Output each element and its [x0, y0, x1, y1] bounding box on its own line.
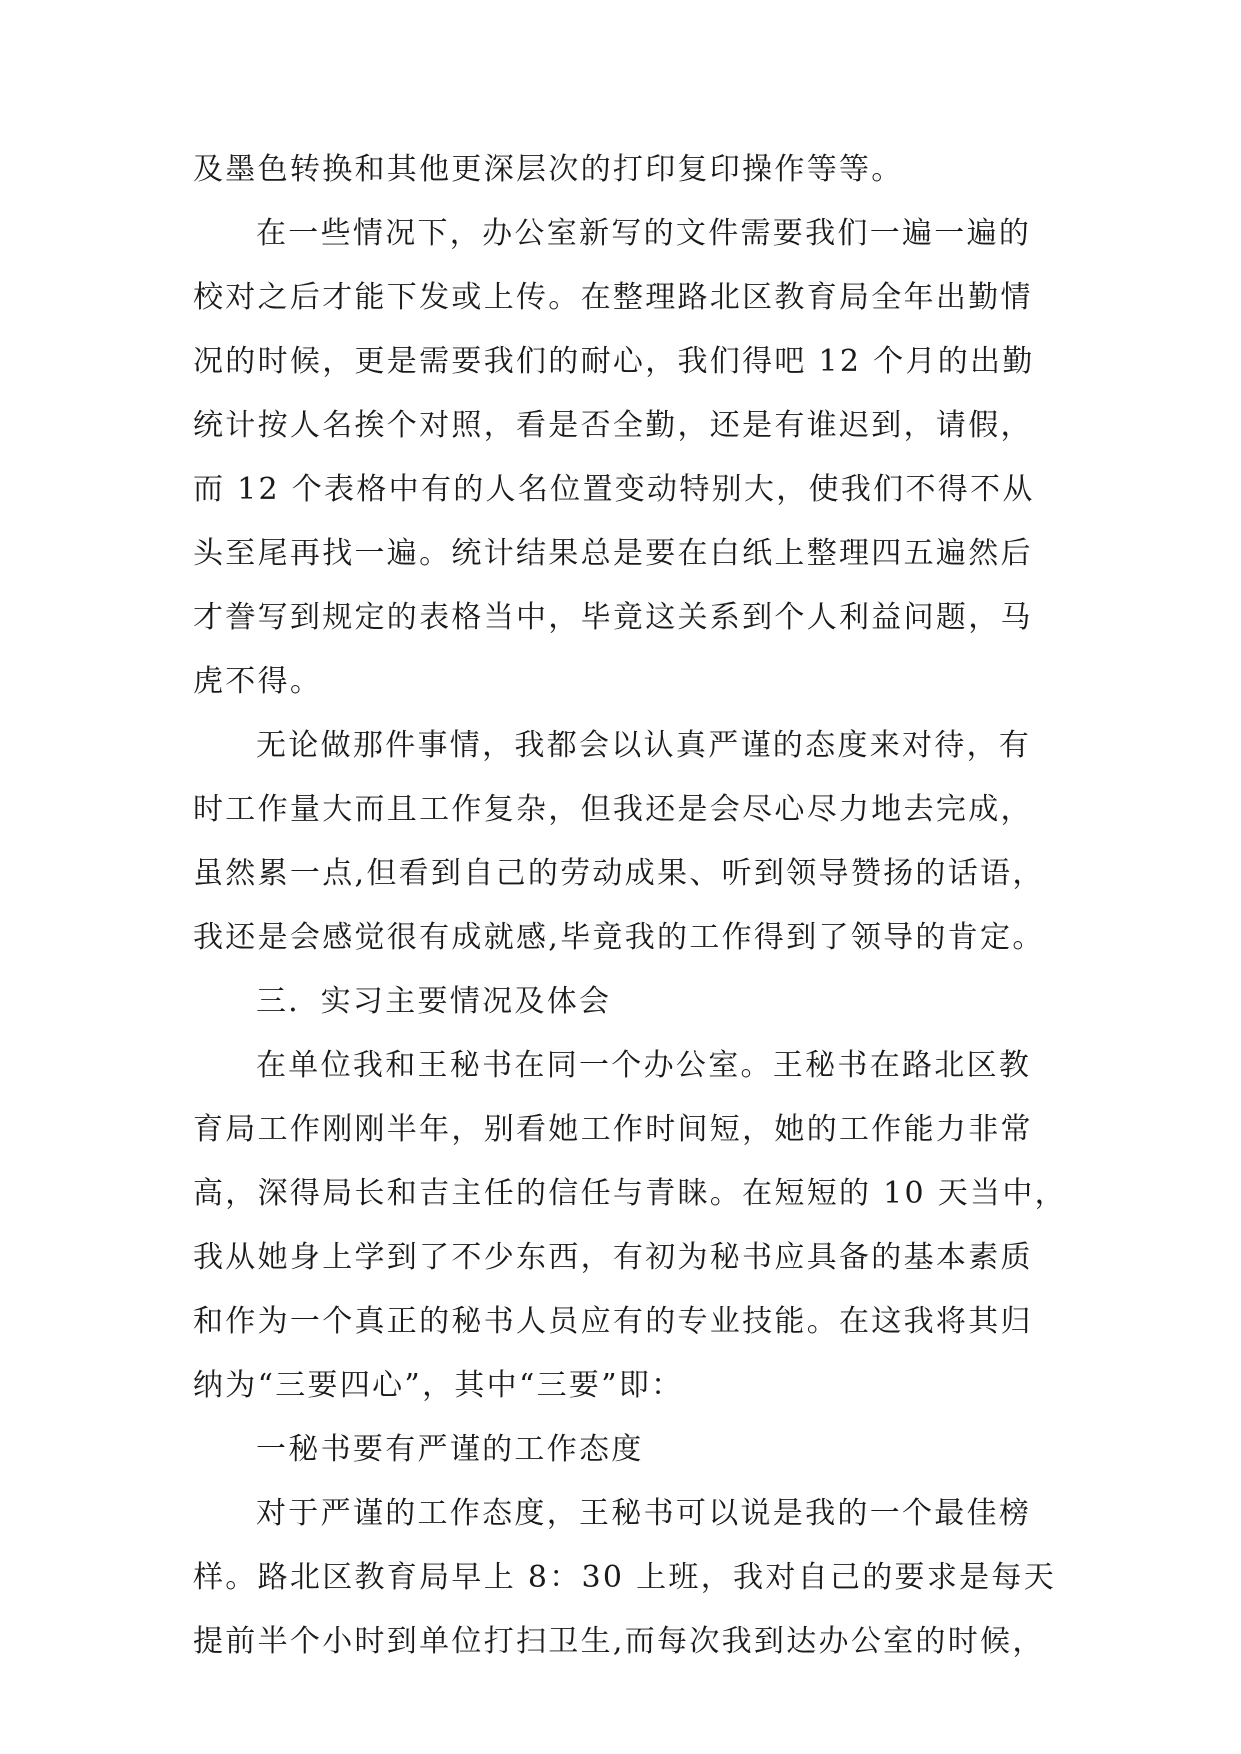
- paragraph-line: 及墨色转换和其他更深层次的打印复印操作等等。: [193, 152, 904, 187]
- paragraph-line: 我还是会感觉很有成就感,毕竟我的工作得到了领导的肯定。: [193, 920, 1045, 955]
- paragraph-line: 我从她身上学到了不少东西，有初为秘书应具备的基本素质: [193, 1240, 1033, 1275]
- paragraph-line: 和作为一个真正的秘书人员应有的专业技能。在这我将其归: [193, 1304, 1033, 1339]
- paragraph-line: 虎不得。: [193, 664, 323, 699]
- paragraph-line: 头至尾再找一遍。统计结果总是要在白纸上整理四五遍然后: [193, 536, 1033, 571]
- paragraph-line: 育局工作刚刚半年，别看她工作时间短，她的工作能力非常: [193, 1112, 1033, 1147]
- section-heading: 三．实习主要情况及体会: [256, 984, 612, 1019]
- paragraph-line: 样。路北区教育局早上 8：30 上班，我对自己的要求是每天: [193, 1560, 1057, 1595]
- paragraph-line: 对于严谨的工作态度，王秘书可以说是我的一个最佳榜: [256, 1496, 1032, 1531]
- paragraph-line: 在单位我和王秘书在同一个办公室。王秘书在路北区教: [256, 1048, 1032, 1083]
- paragraph-line: 统计按人名挨个对照，看是否全勤，还是有谁迟到，请假，: [193, 408, 1033, 443]
- paragraph-line: 校对之后才能下发或上传。在整理路北区教育局全年出勤情: [193, 280, 1033, 315]
- paragraph-line: 况的时候，更是需要我们的耐心，我们得吧 12 个月的出勤: [193, 344, 1035, 379]
- paragraph-line: 在一些情况下，办公室新写的文件需要我们一遍一遍的: [256, 216, 1032, 251]
- paragraph-line: 纳为“三要四心”，其中“三要”即：: [193, 1368, 684, 1403]
- paragraph-line: 而 12 个表格中有的人名位置变动特别大，使我们不得不从: [193, 472, 1035, 507]
- paragraph-line: 才誊写到规定的表格当中，毕竟这关系到个人利益问题，马: [193, 600, 1033, 635]
- paragraph-line: 高，深得局长和吉主任的信任与青睐。在短短的 10 天当中，: [193, 1176, 1067, 1211]
- subsection-heading: 一秘书要有严谨的工作态度: [256, 1432, 644, 1467]
- paragraph-line: 时工作量大而且工作复杂，但我还是会尽心尽力地去完成，: [193, 792, 1033, 827]
- paragraph-line: 虽然累一点,但看到自己的劳动成果、听到领导赞扬的话语，: [193, 856, 1045, 891]
- paragraph-line: 无论做那件事情，我都会以认真严谨的态度来对待，有: [256, 728, 1032, 763]
- paragraph-line: 提前半个小时到单位打扫卫生,而每次我到达办公室的时候，: [193, 1624, 1045, 1659]
